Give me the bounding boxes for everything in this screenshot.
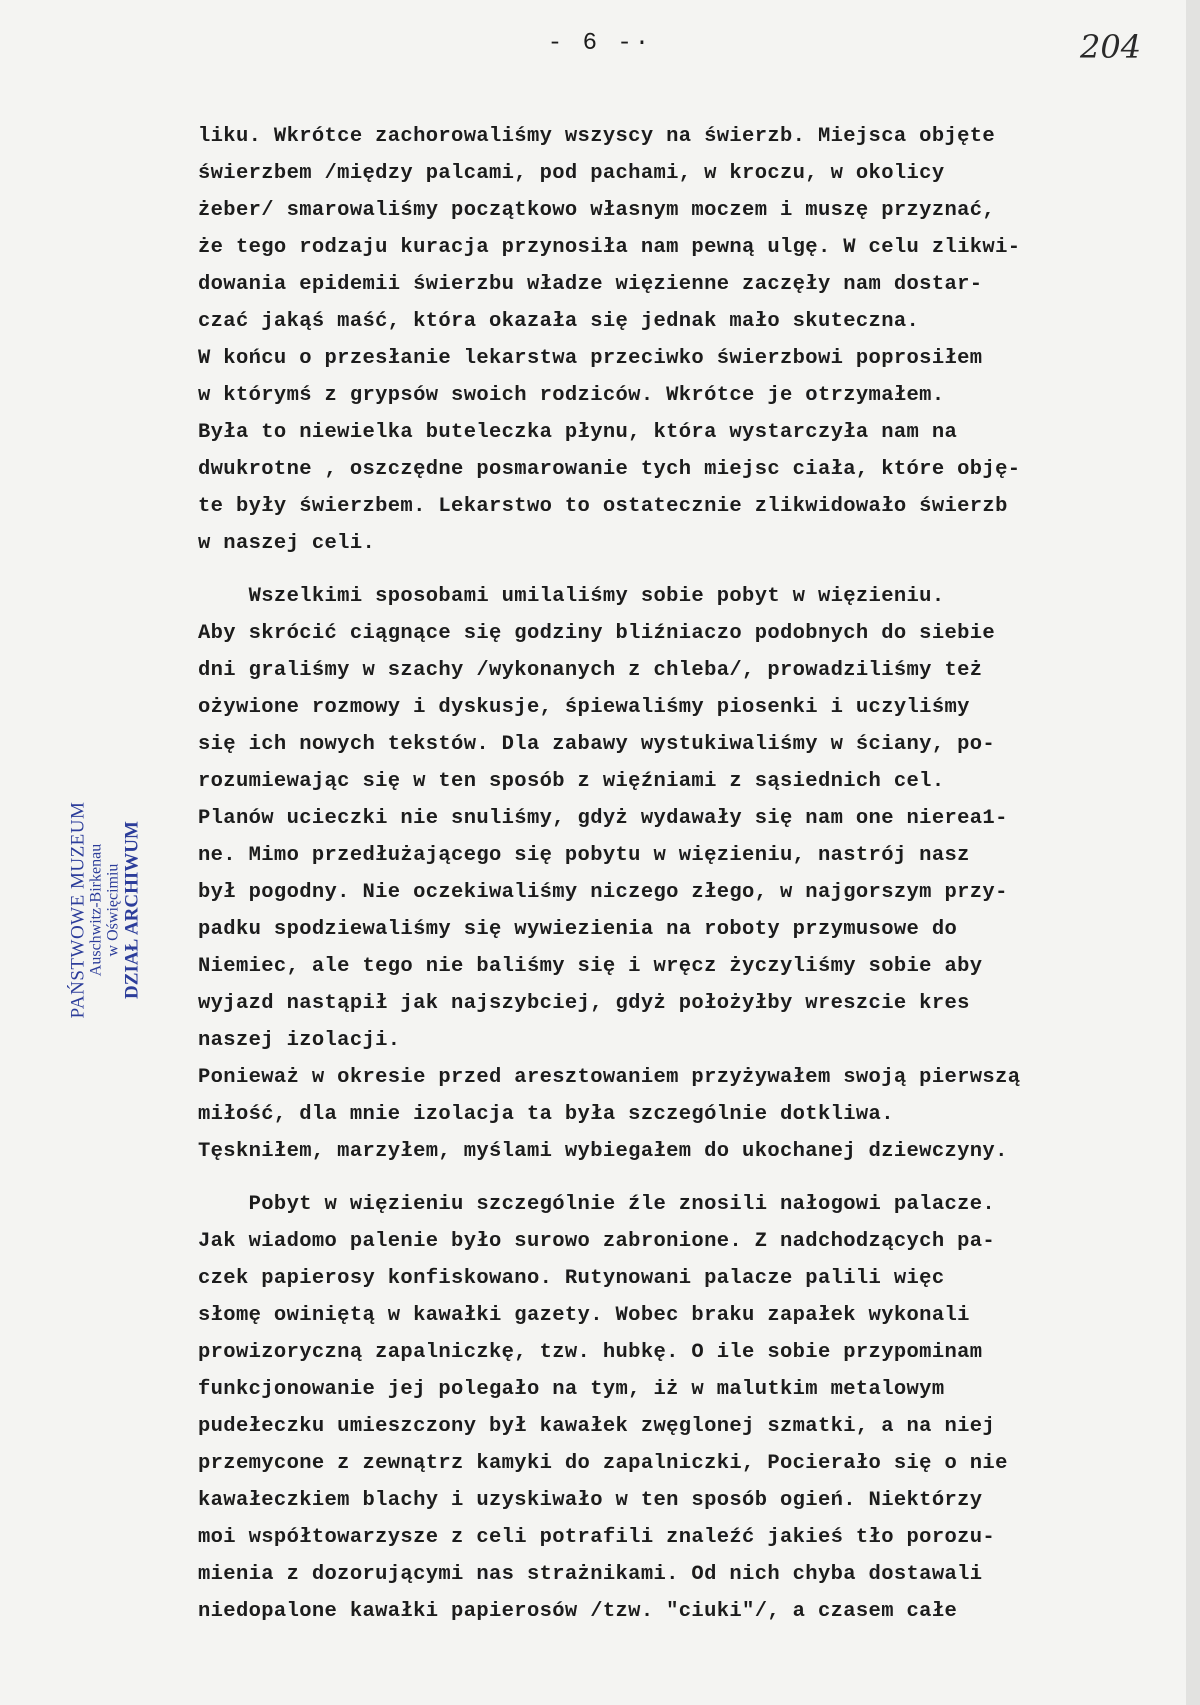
text-line: ne. Mimo przedłużającego się pobytu w więzieniu, nastrój nasz — [198, 844, 970, 867]
text-line: liku. Wkrótce zachorowaliśmy wszyscy na świerzb. Miejsca objęte — [198, 125, 996, 148]
typed-text-body — [198, 118, 1178, 1630]
text-line: te były świerzbem. Lekarstwo to ostatecznie zlikwidowało świerzb — [198, 495, 1008, 518]
text-line: funkcjonowanie jej polegało na tym, iż w malutkim metalowym — [198, 1378, 945, 1401]
text-line: Była to niewielka buteleczka płynu, która wystarczyła nam na — [198, 421, 958, 444]
text-line: dni graliśmy w szachy /wykonanych z chleba/, prowadziliśmy też — [198, 659, 983, 682]
text-line: dwukrotne , oszczędne posmarowanie tych miejsc ciała, które obję- — [198, 458, 1021, 481]
text-line: że tego rodzaju kuracja przynosiła nam pewną ulgę. W celu zlikwi- — [198, 236, 1021, 259]
page-number: - 6 -· — [547, 30, 653, 57]
text-line: w którymś z grypsów swoich rodziców. Wkrótce je otrzymałem. — [198, 384, 945, 407]
stamp-line: w Oświęcimiu — [104, 863, 121, 957]
text-line: Tęskniłem, marzyłem, myślami wybiegałem do ukochanej dziewczyny. — [198, 1140, 1008, 1163]
text-line: rozumiewając się w ten sposób z więźniami z sąsiednich cel. — [198, 770, 945, 793]
text-line: był pogodny. Nie oczekiwaliśmy niczego złego, w najgorszym przy- — [198, 881, 1008, 904]
text-line: żeber/ smarowaliśmy początkowo własnym moczem i muszę przyznać, — [198, 199, 996, 222]
text-line: Jak wiadomo palenie było surowo zabronione. Z nadchodzących pa- — [198, 1230, 996, 1253]
text-line: Wszelkimi sposobami umilaliśmy sobie pobyt w więzieniu. — [198, 585, 945, 608]
text-line: prowizoryczną zapalniczkę, tzw. hubkę. O ile sobie przypominam — [198, 1341, 983, 1364]
text-line: niedopalone kawałki papierosów /tzw. "ciuki"/, a czasem całe — [198, 1600, 958, 1623]
text-line: pudełeczku umieszczony był kawałek zwęglonej szmatki, a na niej — [198, 1415, 996, 1438]
text-line: Planów ucieczki nie snuliśmy, gdyż wydawały się nam one nierea1- — [198, 807, 1008, 830]
text-line: kawałeczkiem blachy i uzyskiwało w ten sposób ogień. Niektórzy — [198, 1489, 983, 1512]
text-line: słomę owiniętą w kawałki gazety. Wobec braku zapałek wykonali — [198, 1304, 970, 1327]
text-line: przemycone z zewnątrz kamyki do zapalniczki, Pocierało się o nie — [198, 1452, 1008, 1475]
stamp-line: Auschwitz-Birkenau — [87, 843, 105, 977]
stamp-line: DZIAŁ ARCHIWUM — [120, 821, 142, 999]
text-line: Ponieważ w okresie przed aresztowaniem przyżywałem swoją pierwszą — [198, 1066, 1021, 1089]
text-line: czać jakąś maść, która okazała się jednak mało skuteczna. — [198, 310, 920, 333]
text-line: naszej izolacji. — [198, 1029, 401, 1052]
text-line: Niemiec, ale tego nie baliśmy się i wręcz życzyliśmy sobie aby — [198, 955, 983, 978]
text-line: się ich nowych tekstów. Dla zabawy wystukiwaliśmy w ściany, po- — [198, 733, 996, 756]
paragraph — [198, 118, 1178, 562]
text-line: w naszej celi. — [198, 532, 376, 555]
text-line: dowania epidemii świerzbu władze więzienne zaczęły nam dostar- — [198, 273, 983, 296]
stamp-line: PAŃSTWOWE MUZEUM — [67, 801, 89, 1019]
paragraph — [198, 1186, 1178, 1630]
scan-edge — [1186, 0, 1200, 1705]
museum-stamp — [30, 780, 180, 1040]
text-line: świerzbem /między palcami, pod pachami, w kroczu, w okolicy — [198, 162, 945, 185]
text-line: mienia z dozorującymi nas strażnikami. Od nich chyba dostawali — [198, 1563, 983, 1586]
text-line: czek papierosy konfiskowano. Rutynowani palacze palili więc — [198, 1267, 945, 1290]
text-line: wyjazd nastąpił jak najszybciej, gdyż położyłby wreszcie kres — [198, 992, 970, 1015]
text-line: Pobyt w więzieniu szczególnie źle znosili nałogowi palacze. — [198, 1193, 996, 1216]
text-line: W końcu o przesłanie lekarstwa przeciwko świerzbowi poprosiłem — [198, 347, 983, 370]
text-line: miłość, dla mnie izolacja ta była szczególnie dotkliwa. — [198, 1103, 894, 1126]
text-line: padku spodziewaliśmy się wywiezienia na roboty przymusowe do — [198, 918, 958, 941]
archive-number: 204 — [1080, 28, 1142, 66]
text-line: moi współtowarzysze z celi potrafili znaleźć jakieś tło porozu- — [198, 1526, 996, 1549]
text-line: Aby skrócić ciągnące się godziny bliźniaczo podobnych do siebie — [198, 622, 996, 645]
paragraph — [198, 578, 1178, 1170]
text-line: ożywione rozmowy i dyskusje, śpiewaliśmy piosenki i uczyliśmy — [198, 696, 970, 719]
